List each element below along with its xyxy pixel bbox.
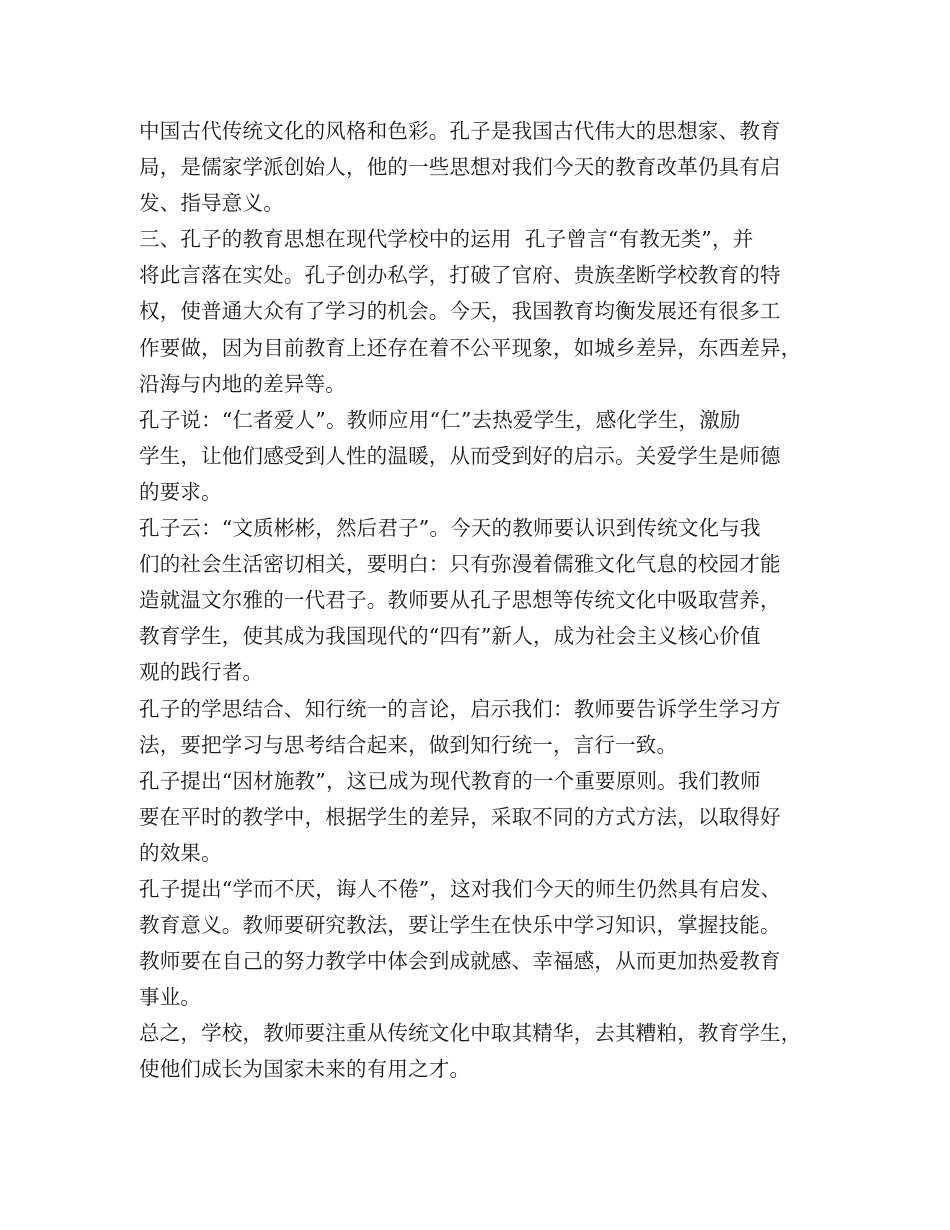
text-line: 局，是儒家学派创始人，他的一些思想对我们今天的教育改革仍具有启 xyxy=(139,155,781,180)
text-line: 孔子云：“文质彬彬，然后君子”。今天的教师要认识到传统文化与我 xyxy=(139,516,761,541)
text-line: 们的社会生活密切相关，要明白：只有弥漫着儒雅文化气息的校园才能 xyxy=(139,552,781,577)
text-line: 孔子提出“学而不厌，诲人不倦”，这对我们今天的师生仍然具有启发、 xyxy=(139,876,782,901)
text-line: 作要做，因为目前教育上还存在着不公平现象，如城乡差异，东西差异， xyxy=(139,335,802,360)
text-line: 事业。 xyxy=(139,985,202,1010)
text-line: 权，使普通大众有了学习的机会。今天，我国教育均衡发展还有很多工 xyxy=(139,299,781,324)
document-body xyxy=(139,113,829,1088)
text-line: 将此言落在实处。孔子创办私学，打破了官府、贵族垄断学校教育的特 xyxy=(139,263,781,288)
text-line: 使他们成长为国家未来的有用之才。 xyxy=(139,1057,471,1082)
text-line: 要在平时的教学中，根据学生的差异，采取不同的方式方法，以取得好 xyxy=(139,804,781,829)
text-line: 的效果。 xyxy=(139,840,222,865)
text-line: 教育意义。教师要研究教法，要让学生在快乐中学习知识，掌握技能。 xyxy=(139,913,781,938)
text-line: 孔子说：“仁者爱人”。教师应用“仁”去热爱学生，感化学生，激励 xyxy=(139,407,741,432)
text-line: 总之，学校，教师要注重从传统文化中取其精华，去其糟粕，教育学生， xyxy=(139,1021,802,1046)
text-line: 的要求。 xyxy=(139,479,222,504)
text-line: 教师要在自己的努力教学中体会到成就感、幸福感，从而更加热爱教育 xyxy=(139,949,781,974)
text-line: 发、指导意义。 xyxy=(139,191,284,216)
text-line: 孔子的学思结合、知行统一的言论，启示我们：教师要告诉学生学习方 xyxy=(139,696,781,721)
text-line: 孔子提出“因材施教”，这已成为现代教育的一个重要原则。我们教师 xyxy=(139,768,761,793)
text-line: 中国古代传统文化的风格和色彩。孔子是我国古代伟大的思想家、教育 xyxy=(139,119,781,143)
text-line: 观的践行者。 xyxy=(139,660,264,685)
text-line: 沿海与内地的差异等。 xyxy=(139,371,346,396)
text-line: 造就温文尔雅的一代君子。教师要从孔子思想等传统文化中吸取营养， xyxy=(139,588,781,613)
text-line: 学生，让他们感受到人性的温暖，从而受到好的启示。关爱学生是师德 xyxy=(139,443,781,468)
section-heading-line: 三、孔子的教育思想在现代学校中的运用 孔子曾言“有教无类”，并 xyxy=(139,227,754,252)
text-line: 法，要把学习与思考结合起来，做到知行统一，言行一致。 xyxy=(139,732,678,757)
text-line: 教育学生，使其成为我国现代的“四有”新人，成为社会主义核心价值 xyxy=(139,624,761,649)
